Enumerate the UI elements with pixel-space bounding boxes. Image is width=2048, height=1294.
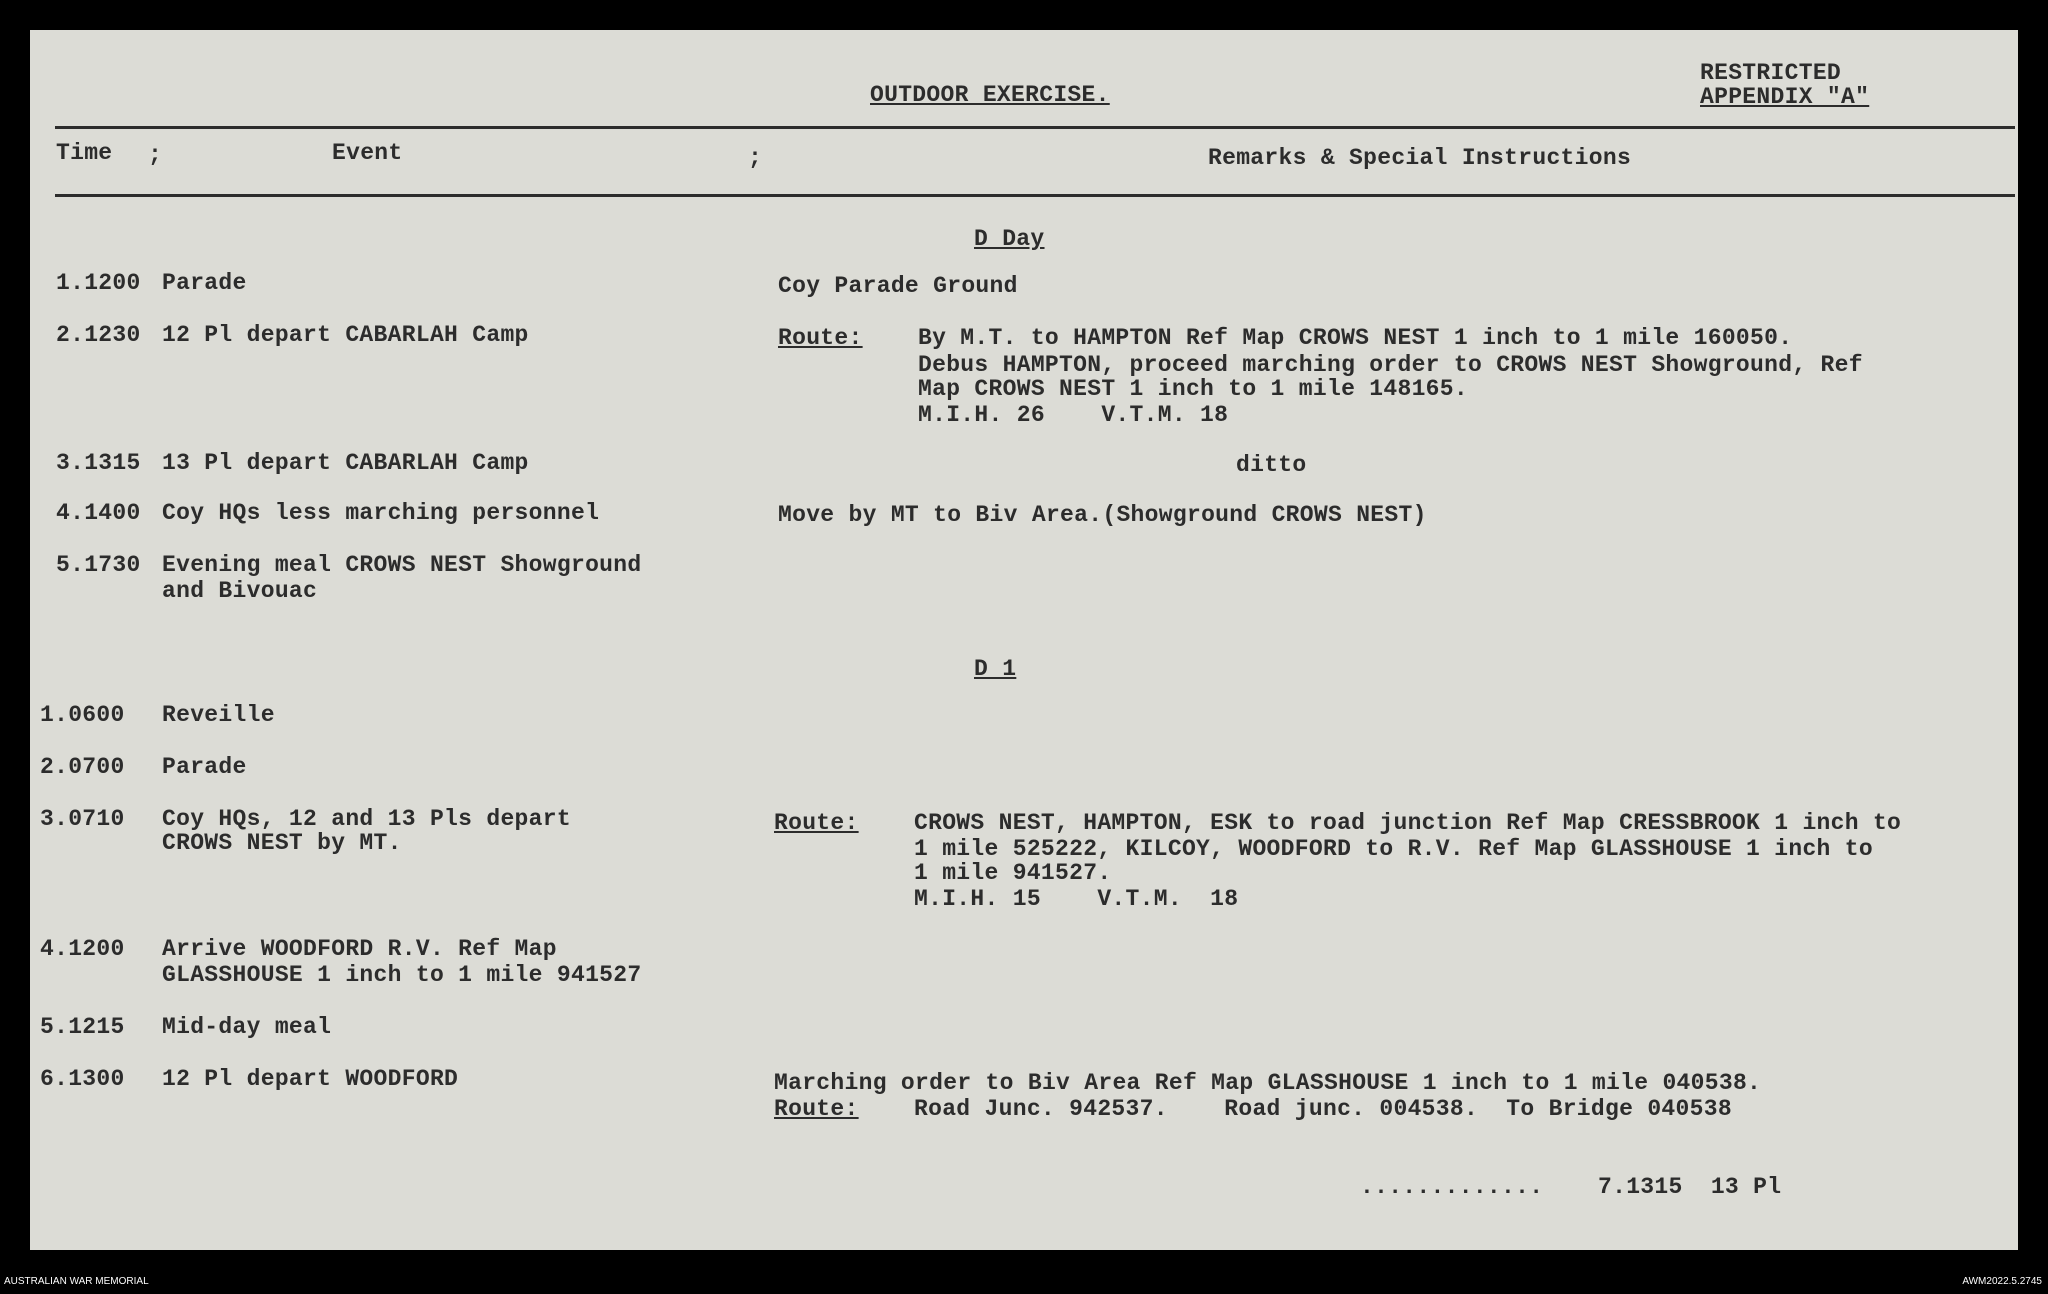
column-time: Time (56, 140, 113, 166)
route-label: Route: (774, 1096, 859, 1122)
remark-line: Debus HAMPTON, proceed marching order to CROWS NEST Showground, Ref (918, 352, 1863, 378)
header-rule-top (55, 126, 2015, 129)
row-remark: Coy Parade Ground (778, 273, 1018, 299)
row-time: 1.0600 (40, 702, 125, 728)
route-label: Route: (778, 325, 863, 351)
footer-reference: AWM2022.5.2745 (1962, 1276, 2042, 1287)
row-time: 5.1215 (40, 1014, 125, 1040)
row-event: CROWS NEST by MT. (162, 830, 402, 856)
row-event: Reveille (162, 702, 275, 728)
row-event: Mid-day meal (162, 1014, 332, 1040)
row-event: Parade (162, 754, 247, 780)
row-time: 4.1400 (56, 500, 141, 526)
row-time: 3.1315 (56, 450, 141, 476)
row-time: 2.0700 (40, 754, 125, 780)
row-time: 2.1230 (56, 322, 141, 348)
row-remark: Marching order to Biv Area Ref Map GLASSHOUSE 1 inch to 1 mile 040538. (774, 1070, 1762, 1096)
classification-restricted: RESTRICTED (1700, 60, 1842, 86)
remark-line: By M.T. to HAMPTON Ref Map CROWS NEST 1 inch to 1 mile 160050. (918, 325, 1793, 351)
row-event: 12 Pl depart WOODFORD (162, 1066, 459, 1092)
appendix-label: APPENDIX "A" (1700, 84, 1870, 110)
remark-line: Map CROWS NEST 1 inch to 1 mile 148165. (918, 376, 1468, 402)
section-heading-d1: D 1 (974, 656, 1017, 682)
footer-credit: AUSTRALIAN WAR MEMORIAL (4, 1276, 149, 1287)
row-event: Evening meal CROWS NEST Showground (162, 552, 642, 578)
row-time: 1.1200 (56, 270, 141, 296)
row-remark: Move by MT to Biv Area.(Showground CROWS NEST) (778, 502, 1427, 528)
header-rule-bottom (55, 194, 2015, 197)
section-heading-d-day: D Day (974, 226, 1045, 252)
row-time: 5.1730 (56, 552, 141, 578)
row-event: Coy HQs, 12 and 13 Pls depart (162, 806, 571, 832)
row-event: GLASSHOUSE 1 inch to 1 mile 941527 (162, 962, 642, 988)
row-event: Coy HQs less marching personnel (162, 500, 600, 526)
remark-line: M.I.H. 15 V.T.M. 18 (914, 886, 1239, 912)
row-event: 13 Pl depart CABARLAH Camp (162, 450, 529, 476)
row-event: Arrive WOODFORD R.V. Ref Map (162, 936, 557, 962)
continuation-text: 7.1315 13 Pl (1598, 1174, 1782, 1200)
column-separator: ; (748, 145, 763, 171)
row-time: 6.1300 (40, 1066, 125, 1092)
row-time: 4.1200 (40, 936, 125, 962)
row-event: Parade (162, 270, 247, 296)
document-page (30, 30, 2018, 1250)
remark-line: 1 mile 525222, KILCOY, WOODFORD to R.V. Ref Map GLASSHOUSE 1 inch to (914, 836, 1873, 862)
remark-line: M.I.H. 26 V.T.M. 18 (918, 402, 1229, 428)
row-event: 12 Pl depart CABARLAH Camp (162, 322, 529, 348)
row-time: 3.0710 (40, 806, 125, 832)
remark-line: CROWS NEST, HAMPTON, ESK to road junction Ref Map CRESSBROOK 1 inch to (914, 810, 1902, 836)
row-remark: ditto (1236, 452, 1307, 478)
route-label: Route: (774, 810, 859, 836)
column-event: Event (332, 140, 403, 166)
column-remarks: Remarks & Special Instructions (1208, 145, 1632, 171)
route-text: Road Junc. 942537. Road junc. 004538. To Bridge 040538 (914, 1096, 1732, 1122)
continuation-dots: ............. (1360, 1174, 1544, 1200)
column-separator: ; (148, 142, 163, 168)
document-title: OUTDOOR EXERCISE. (870, 82, 1110, 108)
remark-line: 1 mile 941527. (914, 860, 1112, 886)
row-event: and Bivouac (162, 578, 318, 604)
